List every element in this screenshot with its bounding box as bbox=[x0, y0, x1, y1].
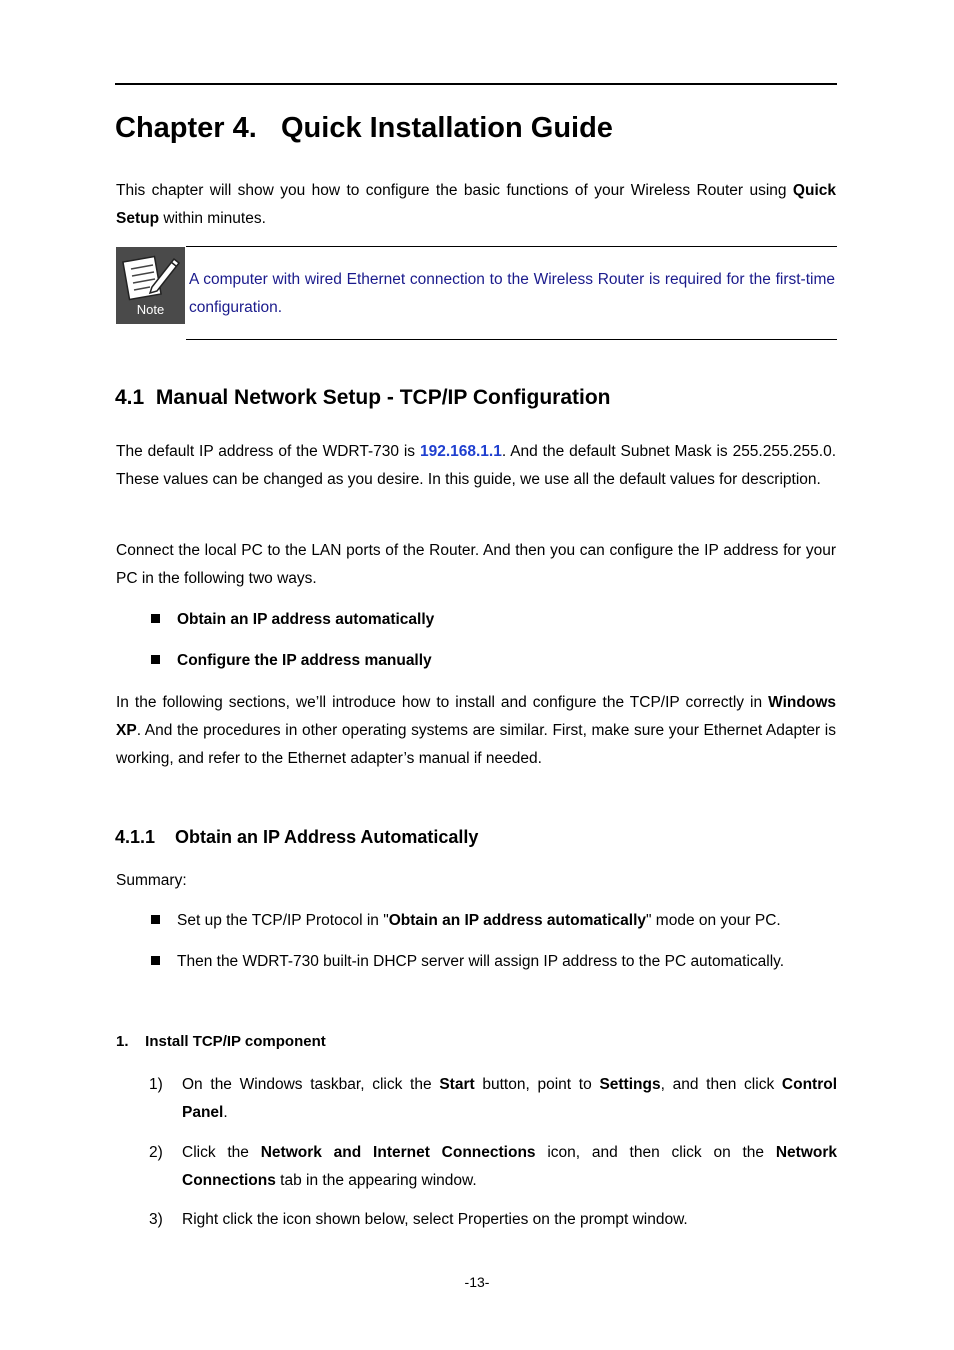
bullet-obtain-auto: Obtain an IP address automatically bbox=[151, 609, 434, 631]
bullet-configure-manual: Configure the IP address manually bbox=[151, 650, 432, 672]
step-2-text: Click the Network and Internet Connections icon, and then click on the Network Connections tab in the appearing window. bbox=[182, 1144, 837, 1189]
header-rule bbox=[115, 83, 837, 85]
note-bottom-rule bbox=[186, 339, 837, 340]
step-2-number: 2) bbox=[149, 1144, 163, 1161]
page-number: -13- bbox=[464, 1274, 490, 1290]
step-3-number: 3) bbox=[149, 1211, 163, 1228]
step-3-text: Right click the icon shown below, select Properties on the prompt window. bbox=[182, 1211, 688, 1228]
paragraph-connect-pc: Connect the local PC to the LAN ports of the Router. And then you can configure the IP address for your PC in the following two ways. bbox=[116, 542, 836, 587]
section-heading-4-1-1: 4.1.1 Obtain an IP Address Automatically bbox=[115, 827, 479, 847]
step-1-text: On the Windows taskbar, click the Start button, point to Settings, and then click Control Panel. bbox=[182, 1076, 838, 1121]
note-top-rule bbox=[186, 246, 837, 247]
bullet-setup-tcpip: Set up the TCP/IP Protocol in "Obtain an IP address automatically" mode on your PC. bbox=[151, 910, 781, 932]
section-heading-4-1: 4.1 Manual Network Setup - TCP/IP Configuration bbox=[115, 386, 611, 409]
note-text: A computer with wired Ethernet connection to the Wireless Router is required for the first-time configuration. bbox=[189, 271, 835, 316]
bullet-dhcp-server: Then the WDRT-730 built-in DHCP server will assign IP address to the PC automatically. bbox=[151, 951, 784, 973]
step-heading-install: 1. Install TCP/IP component bbox=[116, 1033, 326, 1050]
paragraph-windows-xp: In the following sections, we’ll introduce how to install and configure the TCP/IP correctly in Windows XP. And the procedures in other operating systems are similar. First, make sure your Ethernet Adapter is working, and refer to the Ethernet adapter’s manual if needed. bbox=[116, 694, 836, 767]
note-icon bbox=[116, 247, 185, 324]
intro-paragraph: This chapter will show you how to configure the basic functions of your Wireless Router using Quick Setup within minutes. bbox=[116, 182, 836, 227]
default-ip-address: 192.168.1.1 bbox=[419, 443, 502, 460]
paragraph-default-ip: The default IP address of the WDRT-730 is 192.168.1.1. And the default Subnet Mask is 255.255.255.0. These values can be changed as you desire. In this guide, we use all the default values for description. bbox=[116, 443, 836, 488]
chapter-title: Chapter 4. Quick Installation Guide bbox=[115, 112, 613, 144]
note-icon-label: Note bbox=[136, 302, 165, 317]
summary-label: Summary: bbox=[116, 872, 187, 889]
step-1-number: 1) bbox=[149, 1076, 163, 1093]
